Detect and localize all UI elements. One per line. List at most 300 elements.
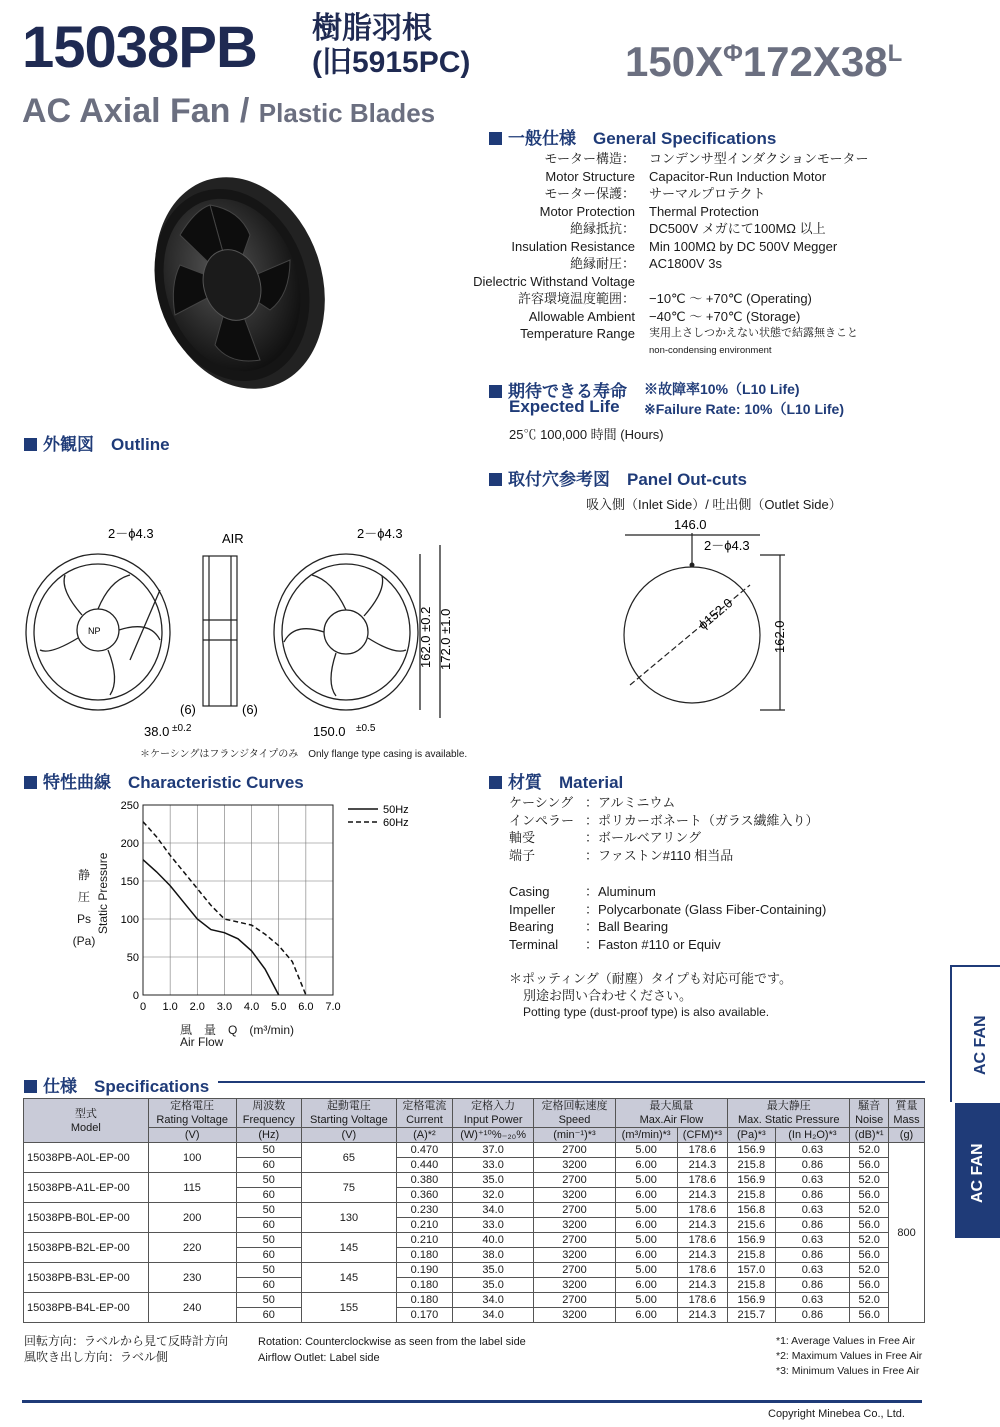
general-spec-label: Motor Structure — [545, 168, 635, 184]
value-cell: 0.63 — [775, 1293, 850, 1308]
general-spec-label: 絶縁耐圧： — [569, 256, 635, 271]
table-unit: (A)*² — [396, 1128, 452, 1143]
np-label: NP — [88, 626, 101, 636]
value-cell: 0.440 — [396, 1158, 452, 1173]
value-cell: 6.00 — [615, 1278, 677, 1293]
dims-a: 150X — [625, 38, 724, 85]
value-cell: 6.00 — [615, 1248, 677, 1263]
value-cell: 0.63 — [775, 1203, 850, 1218]
value-cell: 0.170 — [396, 1308, 452, 1323]
value-cell: 178.6 — [677, 1173, 728, 1188]
value-cell: 2700 — [534, 1263, 615, 1278]
specs-title-en: Specifications — [94, 1077, 210, 1096]
start-voltage-cell: 130 — [301, 1203, 396, 1233]
x-tick-label: 5.0 — [271, 1001, 287, 1013]
xlabel-jp: 風 量 Q — [180, 1023, 238, 1037]
value-cell: 156.9 — [728, 1233, 775, 1248]
table-header — [301, 1099, 396, 1128]
model-cell: 15038PB-B4L-EP-00 — [24, 1293, 149, 1323]
table-row — [24, 1293, 925, 1308]
value-cell: 6.00 — [615, 1308, 677, 1323]
header-en: Noise — [855, 1114, 884, 1126]
header-jp: 質量 — [895, 1100, 918, 1112]
fan-photo — [140, 165, 330, 395]
value-cell: 0.360 — [396, 1188, 452, 1203]
dim-6-right: (6) — [242, 702, 258, 717]
value-cell: 3200 — [534, 1308, 615, 1323]
value-cell: 5.00 — [615, 1173, 677, 1188]
value-cell: 0.86 — [775, 1158, 850, 1173]
general-spec-value: AC1800V 3s — [649, 256, 722, 271]
potting-note — [509, 970, 792, 1021]
material-key: Impeller — [509, 901, 556, 917]
value-cell: 3200 — [534, 1188, 615, 1203]
value-cell: 2700 — [534, 1233, 615, 1248]
frequency-cell: 60 — [236, 1308, 301, 1323]
value-cell: 3200 — [534, 1218, 615, 1233]
life-title-en: Expected Life — [509, 397, 620, 416]
general-spec-value: Min 100MΩ by DC 500V Megger — [649, 238, 838, 254]
jp-title-line1: 樹脂羽根 — [312, 12, 432, 45]
general-specs-heading — [489, 124, 776, 149]
value-cell: 52.0 — [850, 1143, 889, 1158]
table-unit: (W)⁺¹⁰%₋₂₀% — [453, 1128, 534, 1143]
model-cell: 15038PB-B3L-EP-00 — [24, 1263, 149, 1293]
header-jp: 周波数 — [252, 1100, 286, 1112]
frequency-cell: 60 — [236, 1248, 301, 1263]
voltage-cell: 230 — [148, 1263, 236, 1293]
value-cell: 0.63 — [775, 1143, 850, 1158]
value-cell: 56.0 — [850, 1188, 889, 1203]
material-key: インペラー — [509, 812, 575, 828]
outline-note-en: Only flange type casing is available. — [308, 749, 468, 760]
footnotes-notes — [776, 1334, 922, 1379]
frequency-cell: 60 — [236, 1188, 301, 1203]
value-cell: 35.0 — [453, 1278, 534, 1293]
frequency-cell: 50 — [236, 1143, 301, 1158]
curves-heading — [24, 768, 304, 793]
frequency-cell: 50 — [236, 1173, 301, 1188]
value-cell: 2700 — [534, 1293, 615, 1308]
material-title-en: Material — [559, 773, 624, 792]
value-cell: 56.0 — [850, 1278, 889, 1293]
material-row — [509, 883, 826, 901]
table-row — [24, 1263, 925, 1278]
subtitle-main: AC Axial Fan / — [22, 92, 259, 130]
material-value: ：ポリカーボネート（ガラス繊維入り） — [585, 812, 819, 828]
table-header — [148, 1099, 236, 1128]
general-spec-note: non-condensing environment — [649, 345, 772, 356]
value-cell: 56.0 — [850, 1158, 889, 1173]
header-en: Frequency — [242, 1114, 295, 1126]
general-specs-list — [473, 150, 940, 360]
value-cell: 34.0 — [453, 1293, 534, 1308]
value-cell: 38.0 — [453, 1248, 534, 1263]
general-spec-label: Dielectric Withstand Voltage — [473, 273, 635, 289]
xlabel-unit: (m³/min) — [249, 1023, 295, 1037]
footer-rule — [22, 1400, 922, 1403]
value-cell: 33.0 — [453, 1218, 534, 1233]
header-jp: 定格電圧 — [170, 1100, 215, 1112]
header-en: Mass — [893, 1114, 920, 1126]
value-cell: 156.8 — [728, 1203, 775, 1218]
material-key: Casing — [509, 884, 550, 899]
general-spec-label: モーター保護： — [544, 186, 635, 201]
model-cell: 15038PB-A0L-EP-00 — [24, 1143, 149, 1173]
general-spec-value: 実用上さしつかえない状態で結露無きこと — [649, 327, 858, 339]
table-unit: (Hz) — [236, 1128, 301, 1143]
legend-label-50Hz: 50Hz — [383, 804, 409, 816]
voltage-cell: 115 — [148, 1173, 236, 1203]
value-cell: 0.180 — [396, 1293, 452, 1308]
table-unit: (Pa)*³ — [728, 1128, 775, 1143]
ylabel-jp-2: Ps — [76, 912, 91, 926]
value-cell: 0.230 — [396, 1203, 452, 1218]
jp-title — [312, 12, 470, 80]
footnotes-en — [258, 1334, 526, 1366]
material-key: Bearing — [509, 919, 554, 934]
table-row — [24, 1203, 925, 1218]
value-cell: 157.0 — [728, 1263, 775, 1278]
value-cell: 5.00 — [615, 1293, 677, 1308]
value-cell: 2700 — [534, 1173, 615, 1188]
rotation-en: Rotation: Counterclockwise as seen from the label side — [258, 1336, 526, 1348]
header-jp: 定格回転速度 — [541, 1100, 608, 1112]
general-title-en: General Specifications — [593, 129, 777, 148]
panel-title-en: Panel Out-cuts — [627, 470, 747, 489]
x-tick-label: 7.0 — [325, 1001, 341, 1013]
frequency-cell: 50 — [236, 1203, 301, 1218]
dims-b: 172X38 — [742, 38, 888, 85]
table-header — [396, 1099, 452, 1128]
material-jp-list — [509, 794, 818, 864]
panel-side: 吸入側（Inlet Side）/ 吐出側（Outlet Side） — [586, 497, 842, 512]
mass-cell: 800 — [889, 1143, 925, 1323]
model-cell: 15038PB-A1L-EP-00 — [24, 1173, 149, 1203]
general-title-jp: 一般仕様 — [508, 129, 576, 148]
value-cell: 0.63 — [775, 1263, 850, 1278]
header-jp: 最大風量 — [649, 1100, 694, 1112]
value-cell: 2700 — [534, 1143, 615, 1158]
value-cell: 32.0 — [453, 1188, 534, 1203]
table-header — [615, 1099, 727, 1128]
table-header — [850, 1099, 889, 1128]
general-spec-row — [480, 168, 940, 185]
ylabel-en: Static Pressure — [96, 852, 110, 934]
value-cell: 52.0 — [850, 1203, 889, 1218]
value-cell: 35.0 — [453, 1173, 534, 1188]
general-spec-value: コンデンサ型インダクションモーター — [649, 151, 869, 166]
material-key: Terminal — [509, 936, 559, 952]
material-row — [509, 936, 826, 954]
start-voltage-cell: 65 — [301, 1143, 396, 1173]
value-cell: 3200 — [534, 1158, 615, 1173]
header-en: Input Power — [463, 1114, 523, 1126]
value-cell: 0.86 — [775, 1218, 850, 1233]
material-value: ：ボールベアリング — [585, 830, 701, 845]
material-row — [509, 847, 818, 865]
x-tick-label: 2.0 — [189, 1001, 205, 1013]
value-cell: 156.9 — [728, 1173, 775, 1188]
subtitle — [22, 92, 435, 131]
general-spec-label: Temperature Range — [520, 326, 635, 341]
table-unit: (CFM)*³ — [677, 1128, 728, 1143]
note-1: *1: Average Values in Free Air — [776, 1335, 916, 1347]
y-tick-label: 100 — [120, 914, 139, 926]
value-cell: 178.6 — [677, 1203, 728, 1218]
table-unit: (min⁻¹)*³ — [534, 1128, 615, 1143]
voltage-cell: 100 — [148, 1143, 236, 1173]
value-cell: 35.0 — [453, 1263, 534, 1278]
header-en: Rating Voltage — [156, 1114, 228, 1126]
value-cell: 215.8 — [728, 1158, 775, 1173]
value-cell: 178.6 — [677, 1263, 728, 1278]
general-spec-label: モーター構造： — [544, 151, 635, 166]
outline-note — [140, 745, 467, 760]
table-unit: (In H₂O)*³ — [775, 1128, 850, 1143]
value-cell: 0.86 — [775, 1278, 850, 1293]
panel-diameter: ϕ152.0 — [695, 595, 736, 633]
general-spec-value: Capacitor-Run Induction Motor — [649, 168, 827, 184]
general-spec-row — [473, 273, 940, 290]
panel-width: 146.0 — [674, 517, 707, 532]
tab-upper-label: AC FAN — [972, 1015, 989, 1075]
height-172: 172.0 ±1.0 — [438, 608, 453, 670]
note-2: *2: Maximum Values in Free Air — [776, 1350, 923, 1362]
header-en: Max.Air Flow — [639, 1114, 704, 1126]
dims-phi: Φ — [723, 40, 743, 67]
rotation-jp: 回転方向：ラベルから見て反時計方向 — [24, 1334, 229, 1348]
general-spec-row — [480, 238, 940, 255]
series-line-50Hz — [143, 860, 279, 995]
life-title-jp: 期待できる寿命 — [508, 382, 627, 401]
general-spec-row — [480, 185, 940, 202]
y-tick-label: 0 — [132, 990, 139, 1002]
x-tick-label: 6.0 — [298, 1001, 314, 1013]
value-cell: 56.0 — [850, 1218, 889, 1233]
value-cell: 215.7 — [728, 1308, 775, 1323]
frequency-cell: 60 — [236, 1218, 301, 1233]
model-number: 15038PB — [22, 15, 257, 80]
table-header — [24, 1099, 149, 1143]
value-cell: 0.63 — [775, 1173, 850, 1188]
model-cell: 15038PB-B0L-EP-00 — [24, 1203, 149, 1233]
value-cell: 6.00 — [615, 1158, 677, 1173]
frequency-cell: 60 — [236, 1278, 301, 1293]
material-value: ：Aluminum — [585, 884, 656, 899]
table-row — [24, 1233, 925, 1248]
material-value: ：アルミニウム — [585, 795, 676, 810]
panel-heading — [489, 465, 747, 490]
tab-ac-fan-upper[interactable] — [950, 965, 1000, 1102]
general-spec-value: DC500V メガにて100MΩ 以上 — [649, 221, 826, 236]
value-cell: 40.0 — [453, 1233, 534, 1248]
material-value: ：ファストン#110 相当品 — [585, 847, 734, 863]
general-spec-value: サーマルプロテクト — [649, 186, 766, 201]
value-cell: 6.00 — [615, 1218, 677, 1233]
hole-label-rear: 2－ϕ4.3 — [357, 526, 403, 541]
frequency-cell: 50 — [236, 1293, 301, 1308]
ylabel-jp — [72, 864, 96, 952]
material-value: ：Ball Bearing — [585, 919, 669, 934]
start-voltage-cell: 145 — [301, 1263, 396, 1293]
specs-title-jp: 仕様 — [43, 1077, 77, 1096]
table-header — [453, 1099, 534, 1128]
curves-title-en: Characteristic Curves — [128, 773, 304, 792]
table-header — [236, 1099, 301, 1128]
value-cell: 178.6 — [677, 1143, 728, 1158]
value-cell: 3200 — [534, 1248, 615, 1263]
table-row — [24, 1173, 925, 1188]
value-cell: 52.0 — [850, 1233, 889, 1248]
outline-side-view — [203, 556, 237, 706]
value-cell: 178.6 — [677, 1233, 728, 1248]
value-cell: 0.380 — [396, 1173, 452, 1188]
table-unit: (dB)*¹ — [850, 1128, 889, 1143]
table-unit: (V) — [148, 1128, 236, 1143]
header-jp: 定格電流 — [402, 1100, 447, 1112]
general-spec-row — [480, 203, 940, 220]
material-value: ：Faston #110 or Equiv — [585, 936, 721, 952]
width-tol: ±0.5 — [356, 723, 376, 734]
header-jp: 型式 — [74, 1107, 97, 1120]
outline-rear-view — [274, 545, 440, 718]
life-value: 25℃ 100,000 時間 (Hours) — [509, 427, 664, 442]
header-en: Speed — [558, 1114, 591, 1126]
y-tick-label: 250 — [120, 800, 139, 812]
panel-height: 162.0 — [772, 620, 787, 653]
material-key: 端子 — [509, 847, 536, 863]
general-spec-row — [480, 325, 940, 342]
ylabel-jp-1: 圧 — [77, 890, 90, 904]
copyright: Copyright Minebea Co., Ltd. — [768, 1408, 905, 1420]
general-spec-label: Motor Protection — [539, 203, 635, 219]
outline-drawing — [20, 520, 470, 765]
height-162: 162.0 ±0.2 — [418, 606, 433, 668]
dims-sup: L — [887, 40, 903, 67]
x-tick-label: 4.0 — [243, 1001, 260, 1013]
life-rate-jp: ※故障率10%（L10 Life) — [644, 381, 800, 397]
header-en: Model — [70, 1121, 101, 1134]
value-cell: 6.00 — [615, 1188, 677, 1203]
header-en: Max. Static Pressure — [737, 1114, 840, 1126]
outline-title-jp: 外観図 — [43, 435, 94, 454]
subtitle-small: Plastic Blades — [258, 98, 436, 128]
general-spec-value: Thermal Protection — [649, 203, 759, 219]
characteristic-chart — [110, 795, 430, 1020]
value-cell: 0.180 — [396, 1278, 452, 1293]
value-cell: 0.86 — [775, 1308, 850, 1323]
header-en: Starting Voltage — [310, 1114, 388, 1126]
material-key: 軸受 — [509, 830, 536, 845]
frequency-cell: 60 — [236, 1158, 301, 1173]
tab-ac-fan-lower[interactable] — [955, 1103, 1000, 1238]
general-spec-row — [480, 255, 940, 272]
outline-heading — [24, 430, 170, 455]
value-cell: 0.86 — [775, 1188, 850, 1203]
value-cell: 5.00 — [615, 1143, 677, 1158]
general-spec-row — [480, 308, 940, 325]
value-cell: 215.8 — [728, 1188, 775, 1203]
general-spec-value: −40℃ ～ +70℃ (Storage) — [649, 308, 801, 324]
value-cell: 178.6 — [677, 1293, 728, 1308]
value-cell: 37.0 — [453, 1143, 534, 1158]
material-value: ：Polycarbonate (Glass Fiber-Containing) — [585, 901, 827, 917]
table-unit: (g) — [889, 1128, 925, 1143]
value-cell: 52.0 — [850, 1293, 889, 1308]
general-spec-label: Insulation Resistance — [511, 238, 635, 254]
general-spec-row — [480, 290, 940, 307]
panel-cutout-drawing — [600, 515, 800, 715]
general-spec-row — [480, 150, 940, 167]
value-cell: 52.0 — [850, 1173, 889, 1188]
value-cell: 56.0 — [850, 1248, 889, 1263]
value-cell: 214.3 — [677, 1278, 728, 1293]
x-tick-label: 0 — [139, 1001, 147, 1013]
panel-hole: 2－ϕ4.3 — [704, 538, 750, 553]
legend-label-60Hz: 60Hz — [383, 817, 409, 829]
frequency-cell: 50 — [236, 1263, 301, 1278]
plot-frame — [143, 805, 333, 995]
y-tick-label: 150 — [120, 876, 139, 888]
general-spec-label: 許容環境温度範囲： — [517, 291, 635, 306]
value-cell: 52.0 — [850, 1263, 889, 1278]
value-cell: 0.210 — [396, 1218, 452, 1233]
header-jp: 騒音 — [858, 1100, 881, 1112]
value-cell: 33.0 — [453, 1158, 534, 1173]
table-header — [534, 1099, 615, 1128]
start-voltage-cell: 145 — [301, 1233, 396, 1263]
value-cell: 34.0 — [453, 1308, 534, 1323]
value-cell: 214.3 — [677, 1158, 728, 1173]
table-header — [889, 1099, 925, 1128]
panel-title-jp: 取付穴参考図 — [508, 470, 610, 489]
value-cell: 215.8 — [728, 1278, 775, 1293]
width-label: 150.0 — [313, 724, 346, 739]
material-row — [509, 901, 826, 919]
value-cell: 34.0 — [453, 1203, 534, 1218]
value-cell: 156.9 — [728, 1143, 775, 1158]
value-cell: 56.0 — [850, 1308, 889, 1323]
value-cell: 215.6 — [728, 1218, 775, 1233]
value-cell: 5.00 — [615, 1203, 677, 1218]
x-tick-label: 1.0 — [162, 1001, 178, 1013]
material-row — [509, 794, 818, 812]
air-label: AIR — [222, 531, 244, 546]
value-cell: 156.9 — [728, 1293, 775, 1308]
y-tick-label: 200 — [120, 838, 139, 850]
jp-title-line2: (旧5915PC) — [312, 46, 471, 79]
airflow-en: Airflow Outlet: Label side — [258, 1352, 380, 1364]
curves-title-jp: 特性曲線 — [43, 773, 111, 792]
depth-tol: ±0.2 — [172, 723, 192, 734]
value-cell: 3200 — [534, 1278, 615, 1293]
header-jp: 起動電圧 — [326, 1100, 371, 1112]
value-cell: 0.86 — [775, 1248, 850, 1263]
specifications-table — [23, 1098, 925, 1323]
value-cell: 215.8 — [728, 1248, 775, 1263]
hole-label-front: 2－ϕ4.3 — [108, 526, 154, 541]
frequency-cell: 50 — [236, 1233, 301, 1248]
table-row — [24, 1143, 925, 1158]
value-cell: 214.3 — [677, 1218, 728, 1233]
value-cell: 0.210 — [396, 1233, 452, 1248]
start-voltage-cell: 155 — [301, 1293, 396, 1323]
outline-note-jp: ＊ケーシングはフランジタイプのみ — [140, 749, 299, 760]
value-cell: 0.470 — [396, 1143, 452, 1158]
value-cell: 214.3 — [677, 1188, 728, 1203]
material-title-jp: 材質 — [508, 773, 542, 792]
